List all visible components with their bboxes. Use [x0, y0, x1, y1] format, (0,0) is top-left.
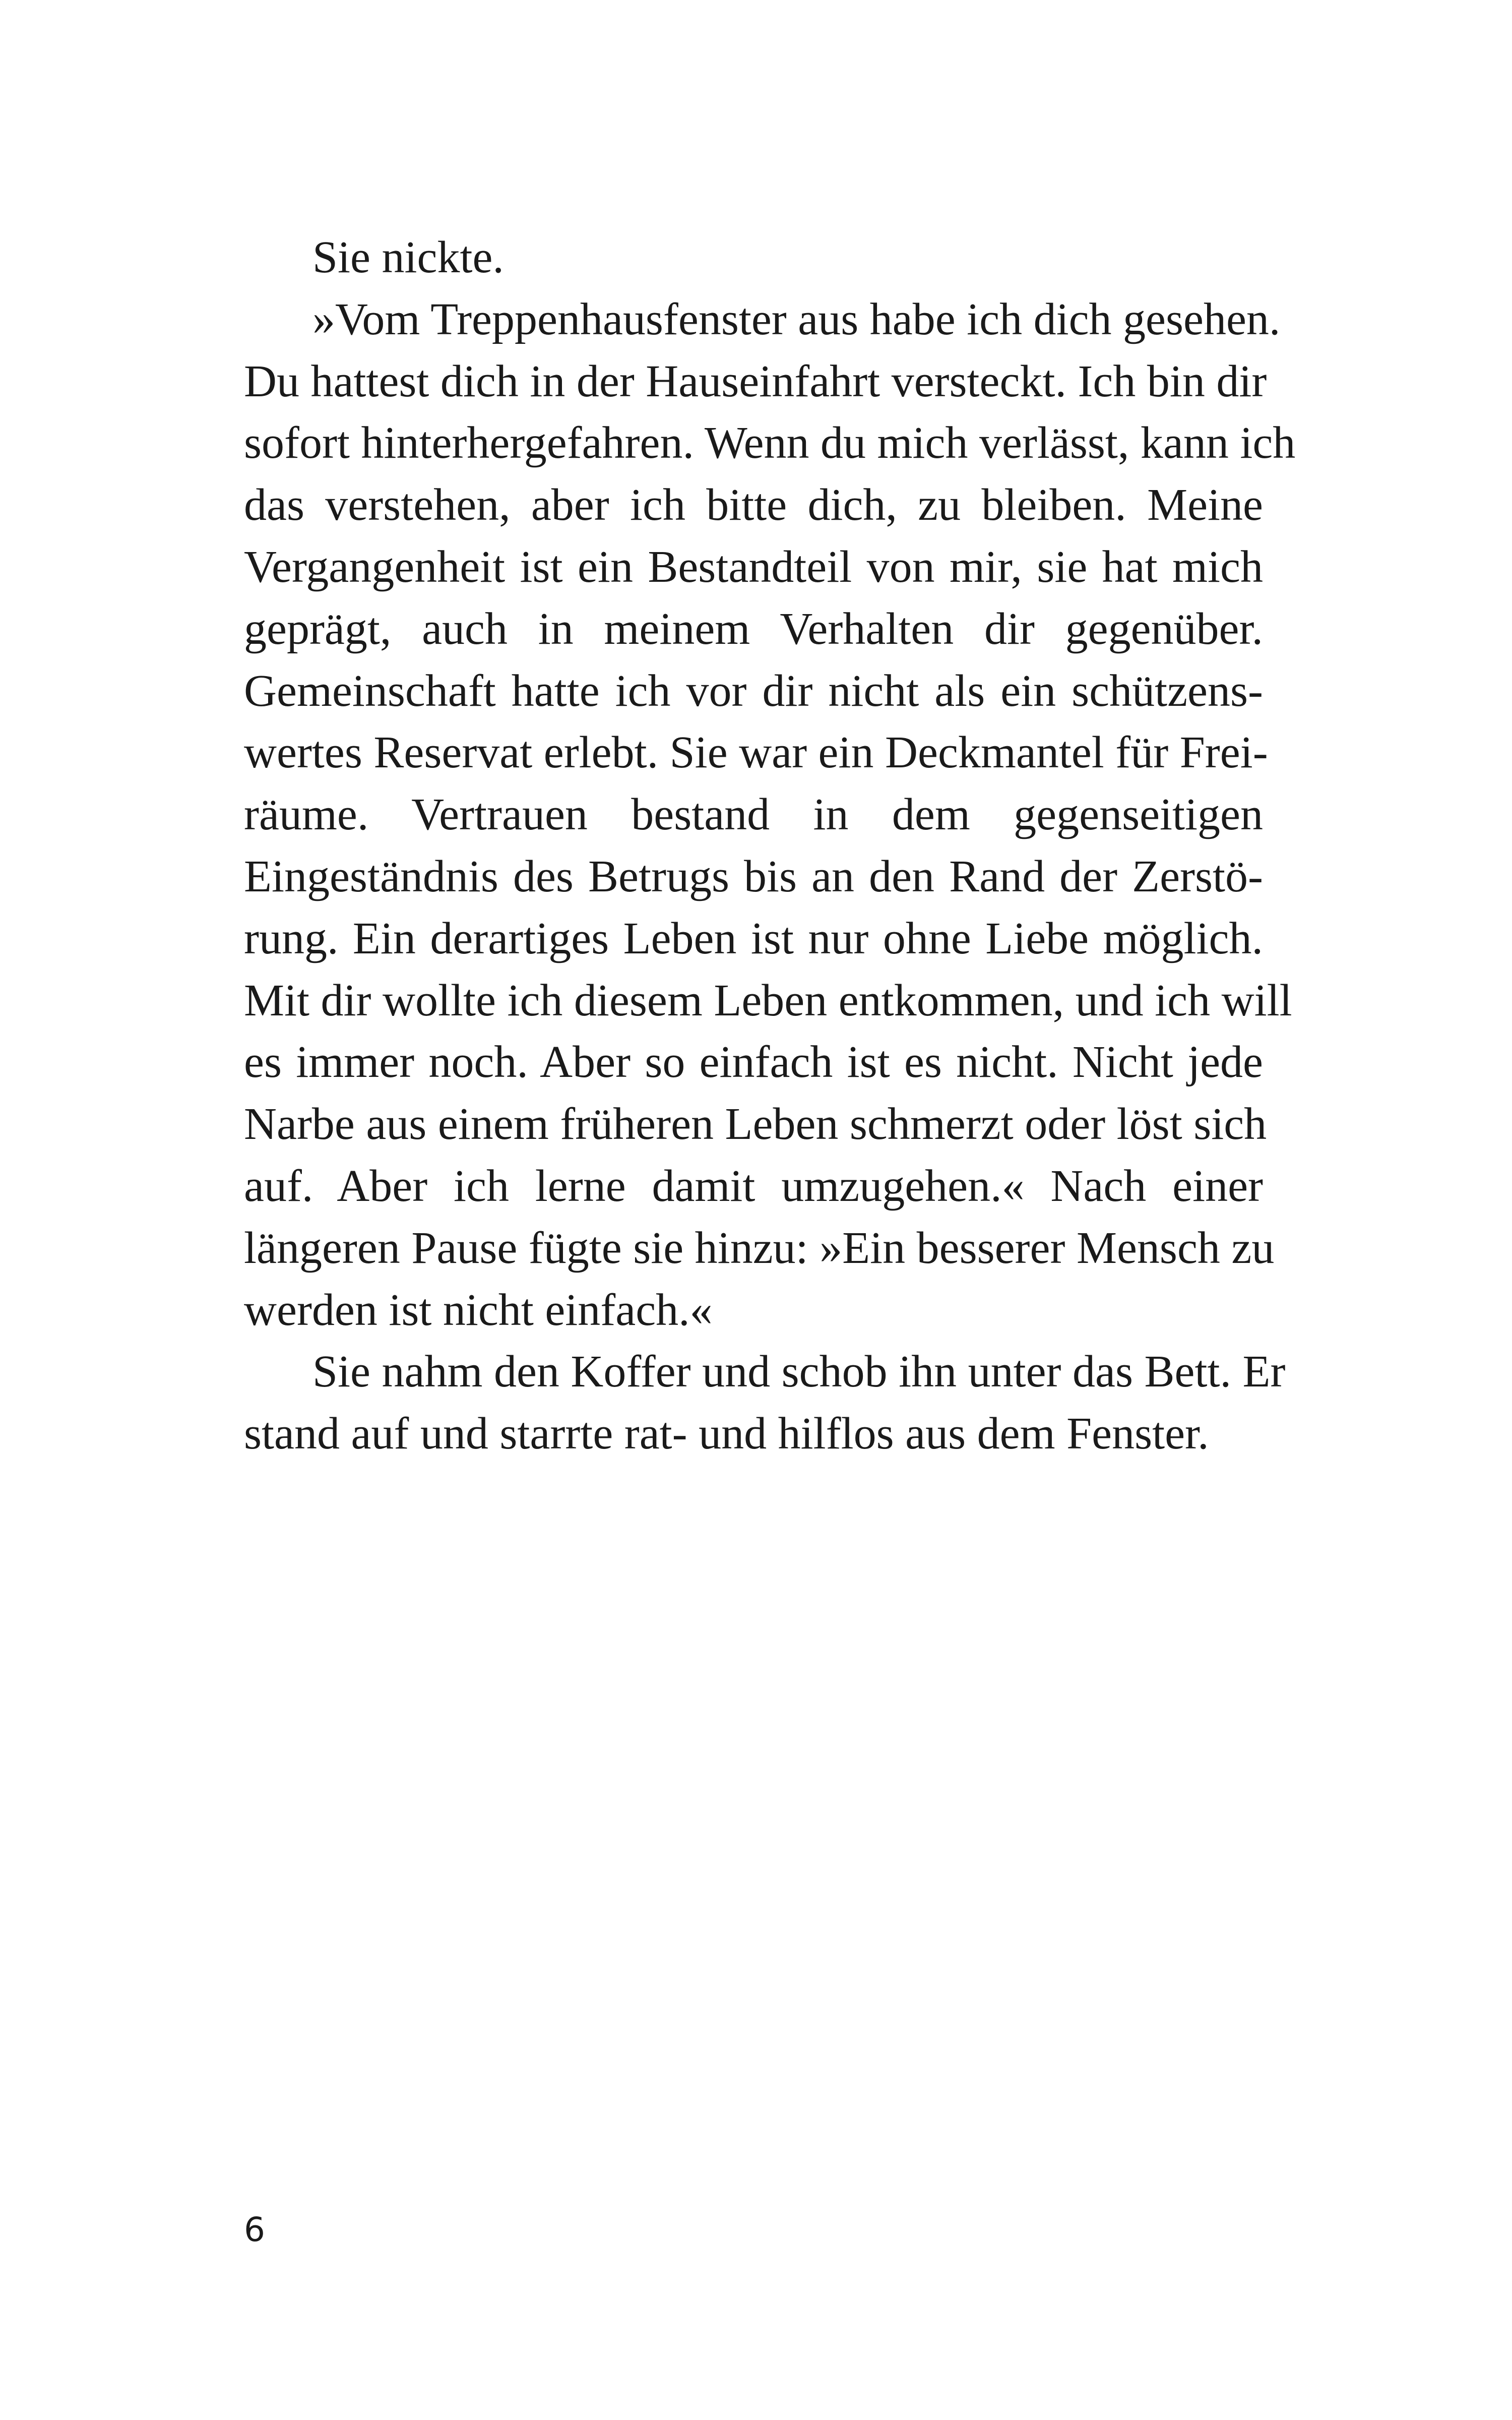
text-line: geprägt, auch in meinem Verhalten dir gegenüber.: [244, 603, 1263, 654]
text-line: Gemeinschaft hatte ich vor dir nicht als ein schützens-: [244, 666, 1263, 716]
text-line: wertes Reservat erlebt. Sie war ein Deckmantel für Frei-: [244, 728, 1268, 778]
text-line: das verstehen, aber ich bitte dich, zu bleiben. Meine: [244, 480, 1263, 530]
text-line: Sie nickte.: [312, 232, 504, 282]
text-line: sofort hinterhergefahren. Wenn du mich verlässt, kann ich: [244, 418, 1296, 468]
text-line: stand auf und starrte rat- und hilflos aus dem Fenster.: [244, 1409, 1209, 1459]
paragraph: [244, 1341, 1286, 1465]
text-line: Eingeständnis des Betrugs bis an den Rand der Zerstö-: [244, 851, 1263, 901]
paragraph: [244, 227, 1263, 289]
text-line: Du hattest dich in der Hauseinfahrt versteckt. Ich bin dir: [244, 356, 1267, 406]
text-line: Narbe aus einem früheren Leben schmerzt oder löst sich: [244, 1099, 1267, 1150]
text-line: auf. Aber ich lerne damit umzugehen.« Nach einer: [244, 1161, 1263, 1211]
text-line: räume. Vertrauen bestand in dem gegenseitigen: [244, 790, 1263, 840]
body-text: [244, 227, 1296, 1465]
text-line: Mit dir wollte ich diesem Leben entkommen, und ich will: [244, 975, 1292, 1025]
text-line: »Vom Treppenhausfenster aus habe ich dich gesehen.: [312, 294, 1281, 344]
text-line: es immer noch. Aber so einfach ist es nicht. Nicht jede: [244, 1037, 1263, 1087]
text-line: längeren Pause fügte sie hinzu: »Ein besserer Mensch zu: [244, 1223, 1275, 1273]
page-number: 6: [244, 2210, 265, 2249]
paragraph: [244, 289, 1296, 1342]
text-line: Sie nahm den Koffer und schob ihn unter das Bett. Er: [312, 1347, 1286, 1397]
text-line: rung. Ein derartiges Leben ist nur ohne Liebe möglich.: [244, 913, 1263, 963]
text-line: Vergangenheit ist ein Bestandteil von mir, sie hat mich: [244, 541, 1263, 592]
text-line: werden ist nicht einfach.«: [244, 1285, 713, 1335]
